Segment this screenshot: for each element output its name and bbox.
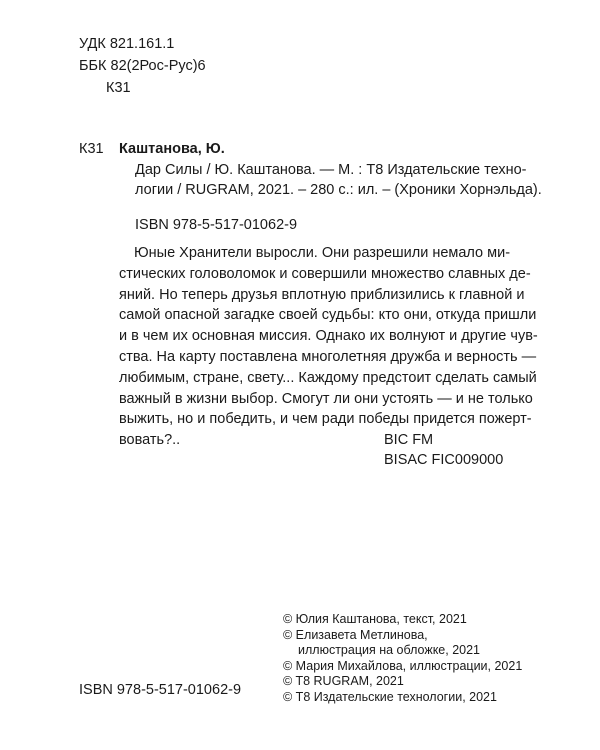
description-line: Дар Силы / Ю. Каштанова. — М. : Т8 Издательские техно- (135, 162, 527, 178)
isbn-entry: ISBN 978-5-517-01062-9 (135, 217, 298, 233)
copyright-line: © Мария Михайлова, иллюстрации, 2021 (283, 658, 523, 673)
author-name: Каштанова, Ю. (119, 141, 225, 157)
udk-code: УДК 821.161.1 (79, 36, 175, 52)
annotation-line: вовать?.. (119, 432, 181, 449)
bibliographic-description (135, 160, 542, 200)
annotation-line: Юные Хранители выросли. Они разрешили немало ми- (134, 245, 511, 261)
copyright-line: © Юлия Каштанова, текст, 2021 (283, 612, 467, 626)
copyright-line: иллюстрация на обложке, 2021 (298, 643, 481, 658)
copyright-line: © Т8 Издательские технологии, 2021 (283, 689, 497, 704)
annotation-line: и в чем их основная миссия. Однако их волнуют и другие чув- (119, 328, 538, 345)
copyright-line: © Елизавета Метлинова, (283, 627, 428, 642)
author-mark: К31 (79, 141, 104, 157)
author-mark-top: К31 (106, 80, 131, 96)
isbn-footer: ISBN 978-5-517-01062-9 (79, 682, 242, 698)
annotation-line: стических головоломок и совершили множество славных де- (119, 265, 531, 282)
annotation-line: яний. Но теперь друзья вплотную приблизились к главной и (119, 286, 525, 303)
annotation-line: выжить, но и победить, и чем ради победы придется пожерт- (119, 411, 532, 428)
description-line: логии / RUGRAM, 2021. – 280 с.: ил. – (Хроники Хорнэльда). (135, 182, 542, 198)
copyright-line: © T8 RUGRAM, 2021 (283, 674, 404, 689)
annotation (119, 243, 538, 451)
annotation-line: ства. На карту поставлена многолетняя дружба и верность — (119, 348, 537, 365)
annotation-line: важный в жизни выбор. Смогут ли они устоять — и не только (119, 390, 533, 407)
annotation-line: любимым, стране, свету... Каждому предстоит сделать самый (119, 369, 537, 386)
bisac-code: BISAC FIC009000 (384, 452, 504, 468)
annotation-line: самой опасной загадке своей судьбы: кто они, откуда пришли (119, 307, 537, 324)
bic-code: BIC FM (384, 432, 434, 448)
bbk-code: ББК 82(2Рос-Рус)6 (79, 58, 206, 74)
copyright-block (283, 612, 523, 706)
